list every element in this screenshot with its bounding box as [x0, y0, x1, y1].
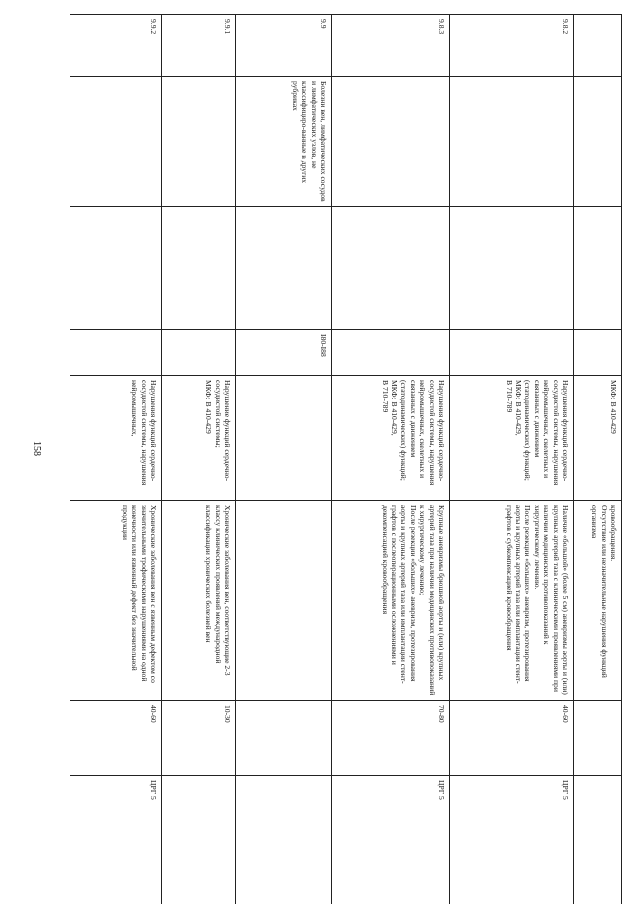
row-number-text: 9.9.1	[223, 19, 232, 35]
percent-cell	[450, 701, 574, 776]
percent-text: 40-60	[149, 705, 158, 723]
row-number-cell	[70, 15, 162, 77]
table-row	[332, 15, 450, 905]
percent-text: 40-60	[561, 705, 570, 723]
row-number-text: 9.9.2	[149, 19, 158, 35]
icd-code-cell	[236, 330, 332, 376]
percent-cell	[70, 701, 162, 776]
function-disorders-text: Нарушения функций сердечно-сосудистой системы, нарушения нейромышечных, скелетных и связанных с движением (статодинамических) функций; МКФ: В 410-429, В 710-789	[380, 380, 446, 486]
program-cell	[332, 776, 450, 905]
function-disorders-cell	[236, 376, 332, 501]
function-disorders-text: Нарушения функций сердечно-сосудистой системы, нарушения нейромышечных,	[130, 380, 158, 486]
disease-group-cell	[236, 77, 332, 207]
disease-group-cell	[162, 77, 236, 207]
disease-group-cell	[450, 77, 574, 207]
page-sheet	[70, 14, 622, 904]
row-number-text: 9.8.2	[561, 19, 570, 35]
table-row	[162, 15, 236, 905]
disease-group-text: Болезни вен, лимфатических сосудов и лимфатических узлов, не классифициро-ванные в других рубриках	[290, 81, 328, 202]
function-disorders-cell	[70, 376, 162, 501]
criteria-text: кровообращения. Отсутствие или незначительные нарушения функций организма	[590, 505, 618, 678]
disease-group-cell	[332, 77, 450, 207]
row-number-cell	[332, 15, 450, 77]
percent-text: 10-30	[223, 705, 232, 723]
criteria-text: Хронические заболевания вен, соответствующие 2-3 классу клинических проявлений международной классификации хронических болезней вен	[204, 505, 232, 676]
row-number-cell	[236, 15, 332, 77]
row-number-cell	[162, 15, 236, 77]
icd-code-cell	[162, 330, 236, 376]
program-text: ЦРГ 5	[437, 780, 446, 800]
function-disorders-cell	[574, 376, 622, 501]
program-cell	[162, 776, 236, 905]
criteria-text: Хронические заболевания вен с язвенным дефектом со значительными трофическими нарушениями на одной конечности или язвенный дефект без значительной продукции	[120, 505, 158, 683]
percent-cell	[332, 701, 450, 776]
disease-group-cell	[574, 77, 622, 207]
disease-class-cell	[450, 207, 574, 330]
program-text: ЦРГ 5	[149, 780, 158, 800]
icd-code-cell	[450, 330, 574, 376]
disease-class-cell	[574, 207, 622, 330]
disease-class-cell	[162, 207, 236, 330]
table-row	[70, 15, 162, 905]
icd-code-cell	[332, 330, 450, 376]
criteria-text: Наличие «большой» (более 5 см) аневризмы аорты и (или) крупных артерий таза с клиническими проявлениями при наличии медицинских противопоказаний к хирургическому лечению. После резекции «больших» аневризм, протезирования аорты и крупных артерий таза или имплантации стент-графтов с субкомпенсацией кровообращения	[504, 505, 570, 695]
row-number-cell	[574, 15, 622, 77]
table-row	[574, 15, 622, 905]
percent-cell	[236, 701, 332, 776]
function-disorders-text: Нарушения функций сердечно-сосудистой системы, нарушения нейромышечных, скелетных и связанных с движением (статодинамических) функций; МКФ: В 410-429, В 710-789	[504, 380, 570, 486]
program-cell	[236, 776, 332, 905]
function-disorders-cell	[162, 376, 236, 501]
criteria-cell	[162, 501, 236, 701]
program-cell	[450, 776, 574, 905]
icd-code-cell	[574, 330, 622, 376]
icd-code-cell	[70, 330, 162, 376]
disease-class-cell	[236, 207, 332, 330]
percent-text: 70-80	[437, 705, 446, 723]
criteria-cell	[70, 501, 162, 701]
disease-class-cell	[332, 207, 450, 330]
table-row	[450, 15, 574, 905]
disability-criteria-table	[70, 14, 622, 904]
row-number-cell	[450, 15, 574, 77]
function-disorders-cell	[450, 376, 574, 501]
disease-class-cell	[70, 207, 162, 330]
criteria-cell	[332, 501, 450, 701]
row-number-text: 9.8.3	[437, 19, 446, 35]
rotated-table-container	[70, 14, 622, 904]
criteria-cell	[574, 501, 622, 701]
criteria-text: Крупные аневризмы брюшной аорты и (или) крупных артерий таза при наличии медицинских противопоказаний к хирургическому лечению; После резекции «больших» аневризм, протезирования аорты и крупных артерий таза или имплантации стент-графтов с послеоперационными осложнениями и декомпенсацией кровообращения	[380, 505, 446, 696]
function-disorders-cell	[332, 376, 450, 501]
criteria-cell	[236, 501, 332, 701]
row-number-text: 9.9	[319, 19, 328, 29]
program-cell	[70, 776, 162, 905]
criteria-cell	[450, 501, 574, 701]
percent-cell	[574, 701, 622, 776]
page-number: 158	[31, 441, 42, 456]
function-disorders-text: Нарушение функций сердечно-сосудистой системы; МКФ: В 410-429	[204, 380, 232, 482]
percent-cell	[162, 701, 236, 776]
icd-code-text: I80-I88	[319, 334, 328, 357]
program-text: ЦРГ 5	[561, 780, 570, 800]
program-cell	[574, 776, 622, 905]
function-disorders-text: МКФ: В 410-429	[609, 380, 618, 434]
disease-group-cell	[70, 77, 162, 207]
table-row	[236, 15, 332, 905]
